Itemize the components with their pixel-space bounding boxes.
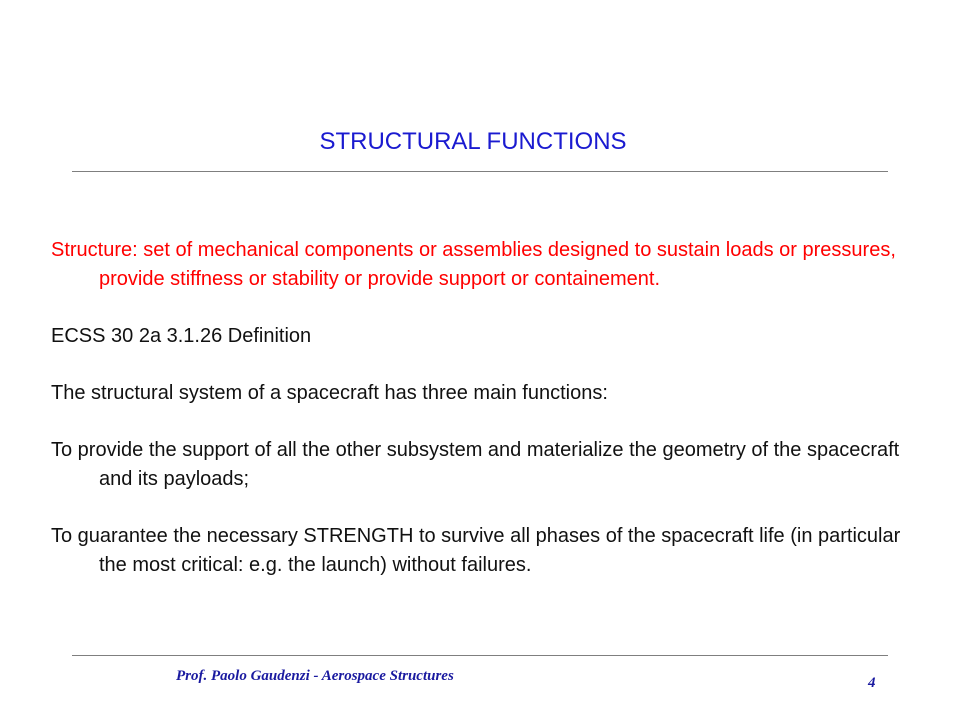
spacer (51, 494, 911, 522)
spacer (51, 408, 911, 436)
function-strength: To guarantee the necessary STRENGTH to survive all phases of the spacecraft life (in particular the most critical: e.g. the launch) without failures. (51, 525, 901, 576)
functions-intro: The structural system of a spacecraft has three main functions: (51, 382, 608, 404)
slide-title: STRUCTURAL FUNCTIONS (319, 128, 627, 155)
bottom-divider (72, 655, 888, 656)
spacer (51, 294, 911, 322)
spacer (51, 351, 911, 379)
page-number: 4 (868, 675, 876, 691)
slide-body (51, 236, 911, 580)
footer-author: Prof. Paolo Gaudenzi - Aerospace Structures (176, 668, 454, 684)
ecss-reference: ECSS 30 2a 3.1.26 Definition (51, 325, 312, 347)
structure-definition: Structure: set of mechanical components or assemblies designed to sustain loads or pressures, provide stiffness or stability or provide support or containement. (51, 239, 896, 290)
top-divider (72, 171, 888, 172)
function-support: To provide the support of all the other subsystem and materialize the geometry of the spacecraft and its payloads; (51, 439, 900, 490)
